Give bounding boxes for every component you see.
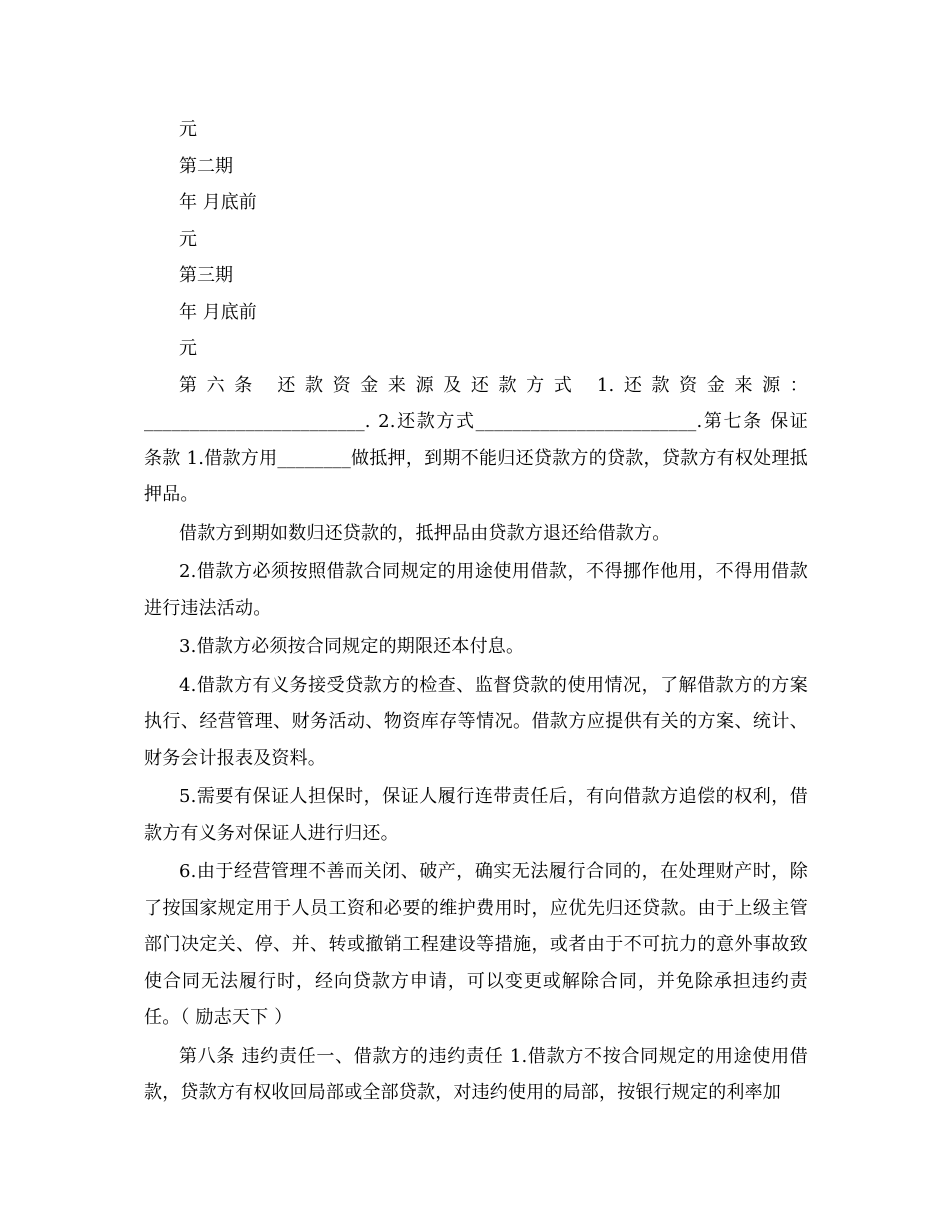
paragraph-article-8: 第八条 违约责任一、借款方的违约责任 1.借款方不按合同规定的用途使用借款，贷款方有权收回局部或全部贷款，对违约使用的局部，按银行规定的利率加	[144, 1045, 808, 1103]
text-line-deadline-3: 年 月底前	[179, 301, 257, 323]
paragraph-clause-5: 5.需要有保证人担保时，保证人履行连带责任后，有向借款方追偿的权利，借款方有义务对保证人进行归还。	[144, 786, 808, 844]
paragraph-article-6-7: 第六条 还款资金来源及还款方式 1.还款资金来源：________________________. 2.还款方式________________________.第七条 保证条款 1.借款方用________做抵押，到期不能归还贷款方的贷款，贷款方有权处理抵押品。	[144, 374, 808, 505]
document-body	[144, 112, 808, 1112]
text-line-third-period: 第三期	[179, 265, 233, 286]
text-line-second-period: 第二期	[179, 155, 233, 177]
paragraph-clause-2: 2.借款方必须按照借款合同规定的用途使用借款，不得挪作他用，不得用借款进行违法活动。	[144, 561, 808, 619]
paragraph-collateral-return: 借款方到期如数归还贷款的，抵押品由贷款方退还给借款方。	[179, 522, 671, 544]
paragraph-clause-6: 6.由于经营管理不善而关闭、破产，确实无法履行合同的，在处理财产时，除了按国家规定用于人员工资和必要的维护费用时，应优先归还贷款。由于上级主管部门决定关、停、并、转或撤销工程建设等措施，或者由于不可抗力的意外事故致使合同无法履行时，经向贷款方申请，可以变更或解除合同，并免除承担违约责任。（ 励志天下 ）	[144, 861, 808, 1028]
text-line-yuan-2: 元	[179, 228, 197, 250]
text-line-yuan-1: 元	[179, 119, 197, 140]
paragraph-clause-3: 3.借款方必须按合同规定的期限还本付息。	[179, 636, 525, 657]
text-line-deadline-2: 年 月底前	[179, 192, 257, 213]
text-line-yuan-3: 元	[179, 338, 197, 359]
paragraph-clause-4: 4.借款方有义务接受贷款方的检查、监督贷款的使用情况，了解借款方的方案执行、经营管理、财务活动、物资库存等情况。借款方应提供有关的方案、统计、财务会计报表及资料。	[144, 674, 808, 769]
